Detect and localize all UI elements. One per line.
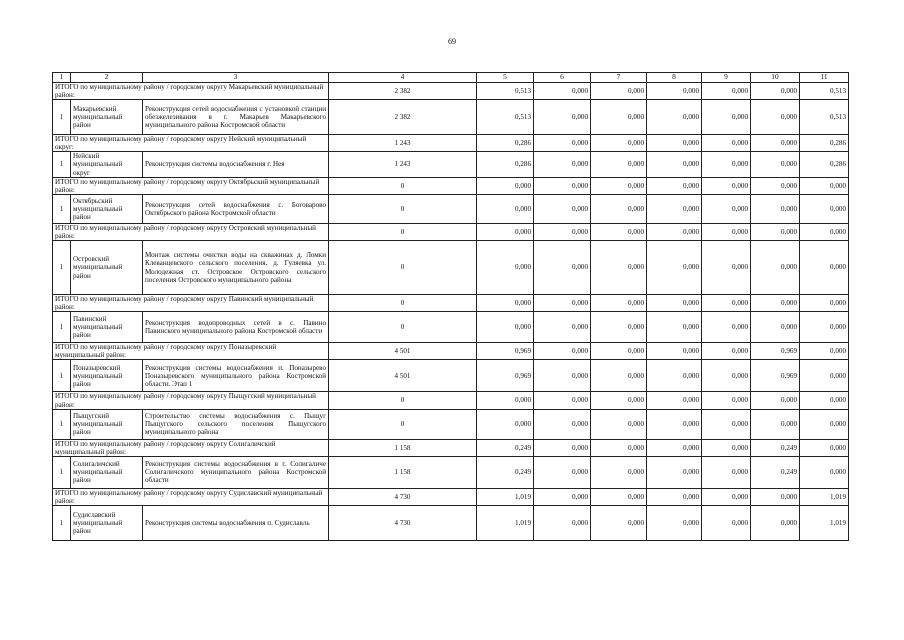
row-number: 1 [53,241,71,295]
value-cell: 0,000 [647,312,702,343]
total-value-cell: 0,000 [591,439,647,456]
group-total-row [53,295,849,312]
value-cell: 0,000 [702,505,751,540]
value-cell: 0,000 [534,194,591,223]
value-cell: 0,000 [800,409,849,439]
project-description: Реконструкция водопроводных сетей в с. Павино Павинского муниципального района Костромской области [143,312,329,343]
group-total-row [53,343,849,360]
value-cell: 0,000 [477,194,534,223]
total-value-cell: 0,000 [751,83,800,100]
water-supply-table [52,72,849,541]
district-name: Нейский муниципальный округ [71,152,143,177]
value-cell: 0,000 [534,456,591,488]
total-value-cell: 0,000 [591,135,647,152]
total-value-cell: 0,000 [591,343,647,360]
total-value-cell: 0,000 [647,392,702,409]
total-value-cell: 2 382 [329,83,477,100]
value-cell: 0,000 [534,241,591,295]
total-value-cell: 0,000 [702,223,751,240]
district-name: Октябрьский муниципальный район [71,194,143,223]
total-value-cell: 0,000 [647,135,702,152]
value-cell: 0,286 [800,152,849,177]
col-header: 9 [702,73,751,83]
column-number-row [53,73,849,83]
total-value-cell: 0,000 [702,392,751,409]
value-cell: 0,000 [800,360,849,392]
row-number: 1 [53,100,71,135]
district-name: Павинский муниципальный район [71,312,143,343]
district-name: Поназыревский муниципальный район [71,360,143,392]
col-header: 6 [534,73,591,83]
total-value-cell: 0,000 [751,223,800,240]
group-total-label: ИТОГО по муниципальному району / городскому округу Павинский муниципальный район: [53,295,329,312]
total-value-cell: 0,000 [647,439,702,456]
total-value-cell: 1,019 [477,488,534,505]
value-cell: 0,249 [751,456,800,488]
row-number: 1 [53,194,71,223]
table-row [53,152,849,177]
total-value-cell: 0,249 [477,439,534,456]
col-header: 4 [329,73,477,83]
total-value-cell: 0,000 [534,343,591,360]
table-row [53,456,849,488]
group-total-label: ИТОГО по муниципальному району / городскому округу Пыщугский муниципальный район: [53,392,329,409]
col-header: 7 [591,73,647,83]
district-name: Пыщугский муниципальный район [71,409,143,439]
col-header: 10 [751,73,800,83]
table-row [53,360,849,392]
group-total-label: ИТОГО по муниципальному району / городскому округу Судиславский муниципальный район: [53,488,329,505]
value-cell: 0,969 [477,360,534,392]
value-cell: 4 501 [329,360,477,392]
value-cell: 0,000 [591,312,647,343]
total-value-cell: 0,000 [751,135,800,152]
table-row [53,409,849,439]
value-cell: 0,000 [591,152,647,177]
value-cell: 0,249 [477,456,534,488]
table-row [53,505,849,540]
total-value-cell: 0,286 [800,135,849,152]
total-value-cell: 0,969 [477,343,534,360]
group-total-row [53,439,849,456]
value-cell: 0,000 [702,194,751,223]
total-value-cell: 0,000 [647,83,702,100]
total-value-cell: 0,969 [751,343,800,360]
total-value-cell: 0,000 [647,488,702,505]
total-value-cell: 0,000 [591,177,647,194]
group-total-row [53,177,849,194]
total-value-cell: 0,000 [534,177,591,194]
total-value-cell: 0,000 [477,177,534,194]
total-value-cell: 0,000 [591,223,647,240]
group-total-row [53,223,849,240]
value-cell: 0,000 [647,360,702,392]
project-description: Реконструкция сетей водоснабжения с. Боговарово Октябрьского района Костромской области [143,194,329,223]
value-cell: 0,000 [477,409,534,439]
group-total-label: ИТОГО по муниципальному району / городскому округу Островский муниципальный район: [53,223,329,240]
total-value-cell: 0,000 [751,392,800,409]
total-value-cell: 0,513 [477,83,534,100]
value-cell: 0,000 [800,456,849,488]
total-value-cell: 0,000 [534,439,591,456]
value-cell: 0,000 [702,409,751,439]
total-value-cell: 0,000 [702,488,751,505]
value-cell: 0,969 [751,360,800,392]
value-cell: 4 730 [329,505,477,540]
group-total-label: ИТОГО по муниципальному району / городскому округу Поназыревский муниципальный район: [53,343,329,360]
value-cell: 1,019 [477,505,534,540]
value-cell: 0,000 [751,312,800,343]
total-value-cell: 0,000 [800,392,849,409]
value-cell: 0,000 [591,241,647,295]
group-total-label: ИТОГО по муниципальному району / городскому округу Макарьевский муниципальный район: [53,83,329,100]
group-total-row [53,488,849,505]
value-cell: 0,000 [647,456,702,488]
total-value-cell: 0,000 [591,488,647,505]
value-cell: 0,000 [534,152,591,177]
total-value-cell: 0,000 [647,295,702,312]
total-value-cell: 0,000 [591,295,647,312]
value-cell: 0,000 [534,312,591,343]
row-number: 1 [53,312,71,343]
total-value-cell: 0,000 [477,295,534,312]
col-header: 8 [647,73,702,83]
value-cell: 0,000 [702,312,751,343]
value-cell: 1,019 [800,505,849,540]
table-row [53,100,849,135]
total-value-cell: 0,000 [647,223,702,240]
table-row [53,241,849,295]
total-value-cell: 0,000 [647,343,702,360]
total-value-cell: 0,000 [800,343,849,360]
total-value-cell: 0 [329,223,477,240]
value-cell: 0,000 [647,505,702,540]
total-value-cell: 0 [329,392,477,409]
total-value-cell: 0,000 [800,439,849,456]
total-value-cell: 1 243 [329,135,477,152]
project-description: Реконструкция системы водоснабжения п. Поназырево Поназыревского муниципального района Костромской области. Этап 1 [143,360,329,392]
total-value-cell: 4 501 [329,343,477,360]
value-cell: 1 158 [329,456,477,488]
total-value-cell: 0,000 [591,83,647,100]
group-total-label: ИТОГО по муниципальному району / городскому округу Нейский муниципальный округ: [53,135,329,152]
total-value-cell: 0,286 [477,135,534,152]
row-number: 1 [53,360,71,392]
district-name: Островский муниципальный район [71,241,143,295]
value-cell: 0,000 [591,409,647,439]
value-cell: 0,000 [534,360,591,392]
value-cell: 0,000 [591,100,647,135]
project-description: Монтаж системы очистки воды на скважинах д. Ломки Клеванцевского сельского поселения, д. Гуляевка ул. Молодежная ст. Островское Островского сельского поселения Островского муниципального района [143,241,329,295]
total-value-cell: 0,000 [800,177,849,194]
value-cell: 0,000 [591,456,647,488]
value-cell: 0,513 [800,100,849,135]
value-cell: 0,000 [751,100,800,135]
district-name: Судиславский муниципальный район [71,505,143,540]
value-cell: 0 [329,409,477,439]
col-header: 1 [53,73,71,83]
total-value-cell: 0,000 [534,295,591,312]
value-cell: 0,000 [751,194,800,223]
project-description: Реконструкция системы водоснабжения в г. Солигаличе Солигаличского муниципального района Костромской области [143,456,329,488]
page-number: 69 [448,37,456,46]
total-value-cell: 1 158 [329,439,477,456]
project-description: Реконструкция системы водоснабжения п. Судиславль [143,505,329,540]
total-value-cell: 0,000 [702,343,751,360]
value-cell: 0,000 [477,241,534,295]
value-cell: 0,286 [477,152,534,177]
total-value-cell: 0,000 [477,392,534,409]
project-description: Реконструкция сетей водоснабжения с установкой станции обезжелезивания в г. Макарьев Макарьевского муниципального района Костромской области [143,100,329,135]
row-number: 1 [53,409,71,439]
total-value-cell: 0,000 [702,177,751,194]
total-value-cell: 0,000 [702,439,751,456]
total-value-cell: 0,000 [751,488,800,505]
table-row [53,312,849,343]
value-cell: 0,000 [647,100,702,135]
district-name: Макарьевский муниципальный район [71,100,143,135]
total-value-cell: 0,000 [702,295,751,312]
col-header: 3 [143,73,329,83]
total-value-cell: 0,000 [702,135,751,152]
value-cell: 2 382 [329,100,477,135]
value-cell: 0,000 [751,152,800,177]
group-total-row [53,83,849,100]
group-total-row [53,135,849,152]
value-cell: 0,000 [702,456,751,488]
total-value-cell: 0,000 [534,83,591,100]
value-cell: 0,513 [477,100,534,135]
value-cell: 0,000 [751,409,800,439]
value-cell: 0,000 [702,360,751,392]
value-cell: 0,000 [591,194,647,223]
total-value-cell: 0,000 [534,135,591,152]
total-value-cell: 0,000 [751,295,800,312]
total-value-cell: 0,000 [534,392,591,409]
total-value-cell: 0,249 [751,439,800,456]
value-cell: 0,000 [534,505,591,540]
value-cell: 1 243 [329,152,477,177]
total-value-cell: 0,000 [751,177,800,194]
table-row [53,194,849,223]
group-total-row [53,392,849,409]
table-body [53,73,849,541]
total-value-cell: 0,000 [702,83,751,100]
row-number: 1 [53,152,71,177]
total-value-cell: 0,000 [800,295,849,312]
total-value-cell: 0,000 [477,223,534,240]
project-description: Строительство системы водоснабжения с. Пыщуг Пыщугского сельского поселения Пыщугского муниципального района [143,409,329,439]
total-value-cell: 0 [329,295,477,312]
row-number: 1 [53,505,71,540]
group-total-label: ИТОГО по муниципальному району / городскому округу Солигаличский муниципальный район: [53,439,329,456]
total-value-cell: 0,000 [534,223,591,240]
total-value-cell: 4 730 [329,488,477,505]
col-header: 11 [800,73,849,83]
value-cell: 0,000 [647,194,702,223]
value-cell: 0,000 [800,312,849,343]
total-value-cell: 0,000 [591,392,647,409]
value-cell: 0,000 [647,409,702,439]
value-cell: 0,000 [647,241,702,295]
total-value-cell: 0 [329,177,477,194]
value-cell: 0,000 [534,409,591,439]
total-value-cell: 0,513 [800,83,849,100]
value-cell: 0,000 [647,152,702,177]
total-value-cell: 1,019 [800,488,849,505]
value-cell: 0,000 [800,241,849,295]
value-cell: 0,000 [702,241,751,295]
value-cell: 0,000 [534,100,591,135]
row-number: 1 [53,456,71,488]
value-cell: 0 [329,312,477,343]
total-value-cell: 0,000 [800,223,849,240]
value-cell: 0,000 [751,505,800,540]
value-cell: 0 [329,241,477,295]
district-name: Солигаличский муниципальный район [71,456,143,488]
value-cell: 0,000 [702,152,751,177]
value-cell: 0,000 [591,505,647,540]
value-cell: 0,000 [800,194,849,223]
value-cell: 0,000 [751,241,800,295]
col-header: 2 [71,73,143,83]
total-value-cell: 0,000 [647,177,702,194]
total-value-cell: 0,000 [534,488,591,505]
col-header: 5 [477,73,534,83]
value-cell: 0,000 [477,312,534,343]
value-cell: 0,000 [702,100,751,135]
group-total-label: ИТОГО по муниципальному району / городскому округу Октябрьский муниципальный район: [53,177,329,194]
project-description: Реконструкция системы водоснабжения г. Нея [143,152,329,177]
value-cell: 0,000 [591,360,647,392]
value-cell: 0 [329,194,477,223]
